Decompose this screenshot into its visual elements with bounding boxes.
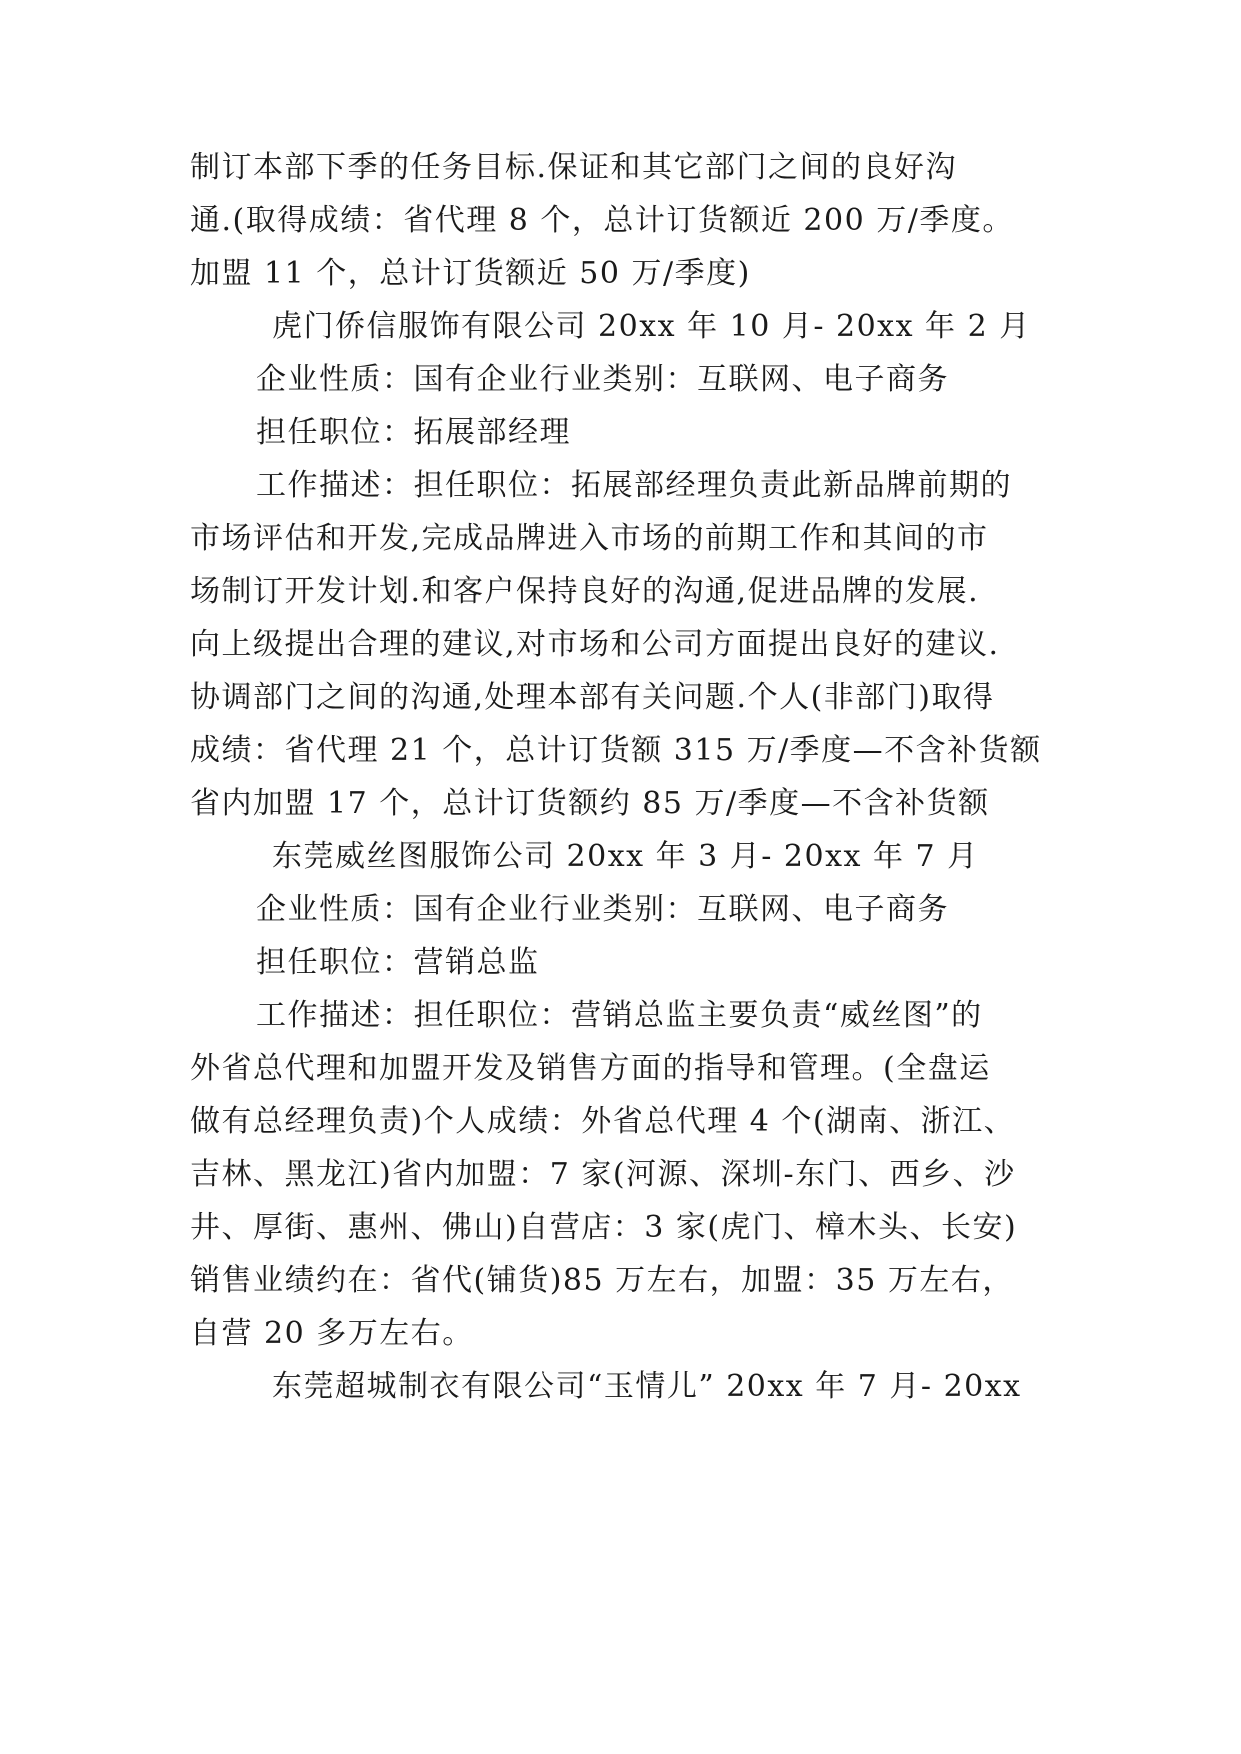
paragraph-line: 成绩：省代理 21 个，总计订货额 315 万/季度—不含补货额	[190, 733, 1042, 768]
paragraph-line: 销售业绩约在：省代(铺货)85 万左右，加盟：35 万左右，	[190, 1263, 1014, 1298]
position-line: 担任职位：营销总监	[256, 945, 540, 980]
job-description-line: 工作描述：担任职位：拓展部经理负责此新品牌前期的	[256, 468, 1012, 503]
paragraph-line: 外省总代理和加盟开发及销售方面的指导和管理。(全盘运	[190, 1051, 991, 1086]
paragraph-line: 协调部门之间的沟通,处理本部有关问题.个人(非部门)取得	[190, 680, 995, 715]
paragraph-line: 制订本部下季的任务目标.保证和其它部门之间的良好沟	[190, 150, 958, 185]
company-heading: 东莞威丝图服饰公司 20xx 年 3 月- 20xx 年 7 月	[272, 839, 979, 874]
company-heading: 东莞超城制衣有限公司“玉情儿” 20xx 年 7 月- 20xx	[272, 1369, 1022, 1404]
paragraph-line: 井、厚街、惠州、佛山)自营店：3 家(虎门、樟木头、长安)	[190, 1210, 1018, 1245]
company-nature: 企业性质：国有企业行业类别：互联网、电子商务	[256, 362, 949, 397]
job-description-line: 工作描述：担任职位：营销总监主要负责“威丝图”的	[256, 998, 983, 1033]
paragraph-line: 吉林、黑龙江)省内加盟：7 家(河源、深圳-东门、西乡、沙	[190, 1157, 1016, 1192]
paragraph-line: 通.(取得成绩：省代理 8 个，总计订货额近 200 万/季度。	[190, 203, 1014, 238]
paragraph-line: 市场评估和开发,完成品牌进入市场的前期工作和其间的市	[190, 521, 989, 556]
company-heading: 虎门侨信服饰有限公司 20xx 年 10 月- 20xx 年 2 月	[272, 309, 1031, 344]
paragraph-line: 做有总经理负责)个人成绩：外省总代理 4 个(湖南、浙江、	[190, 1104, 1016, 1139]
paragraph-line: 自营 20 多万左右。	[190, 1316, 474, 1351]
paragraph-line: 加盟 11 个，总计订货额近 50 万/季度)	[190, 256, 751, 291]
company-nature: 企业性质：国有企业行业类别：互联网、电子商务	[256, 892, 949, 927]
paragraph-line: 向上级提出合理的建议,对市场和公司方面提出良好的建议.	[190, 627, 1000, 662]
paragraph-line: 省内加盟 17 个，总计订货额约 85 万/季度—不含补货额	[190, 786, 990, 821]
position-line: 担任职位：拓展部经理	[256, 415, 571, 450]
paragraph-line: 场制订开发计划.和客户保持良好的沟通,促进品牌的发展.	[190, 574, 980, 609]
